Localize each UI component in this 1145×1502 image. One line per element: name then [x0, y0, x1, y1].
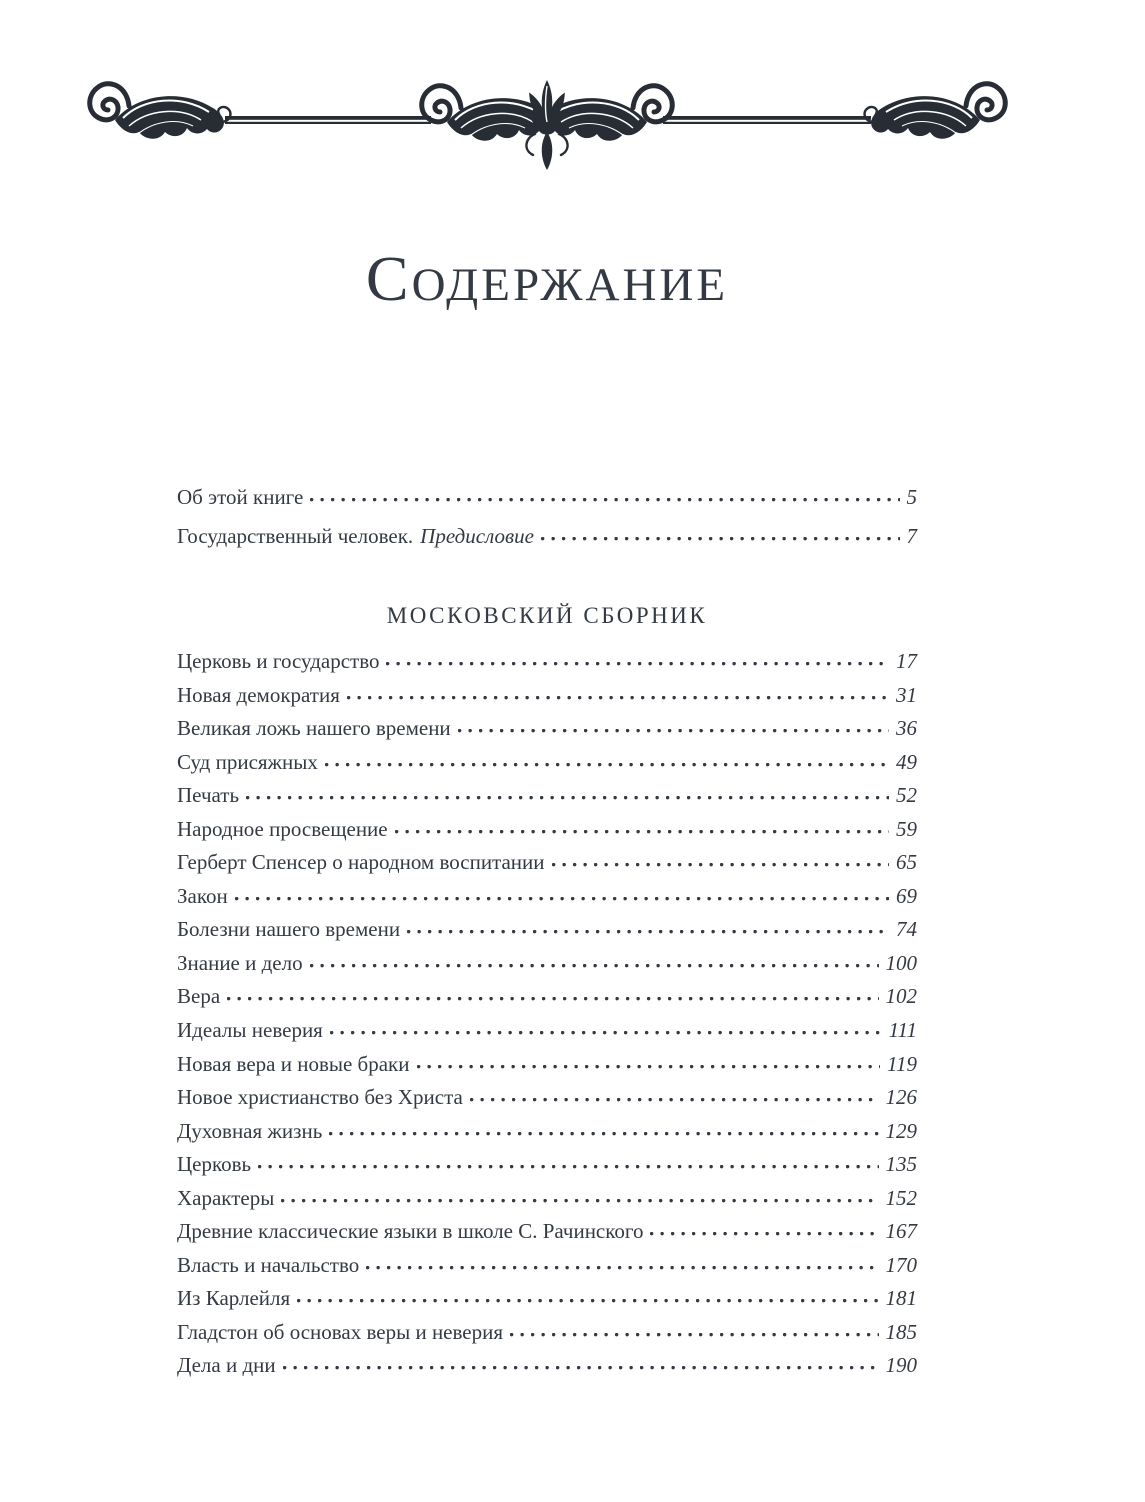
toc-entry-label: Власть и начальство — [177, 1252, 360, 1277]
dot-leader — [541, 537, 900, 543]
toc-page-number: 190 — [885, 1353, 917, 1378]
toc-entry-label: Гладстон об основах веры и неверия — [177, 1319, 504, 1344]
toc-entry-label: Идеалы неверия — [177, 1018, 323, 1043]
toc-entry — [177, 947, 917, 981]
toc-entry — [177, 746, 917, 780]
toc-page-number: 5 — [906, 485, 917, 509]
toc-entry — [177, 880, 917, 914]
dot-leader — [283, 1366, 879, 1372]
toc-page-number: 129 — [885, 1118, 917, 1143]
toc-page-number: 111 — [888, 1018, 917, 1043]
toc-entry-label: Вера — [177, 984, 221, 1009]
toc-page-number: 126 — [885, 1085, 917, 1110]
toc-entry — [177, 1215, 917, 1249]
toc-entry-label: Народное просвещение — [177, 816, 388, 841]
toc-entry-label: Духовная жизнь — [177, 1118, 323, 1143]
toc-page-number: 181 — [885, 1286, 917, 1311]
toc-page-number: 65 — [896, 850, 917, 875]
dot-leader — [417, 1065, 881, 1071]
toc-entry — [177, 1249, 917, 1283]
toc-page-number: 102 — [885, 984, 917, 1009]
dot-leader — [458, 729, 889, 735]
dot-leader — [330, 1031, 882, 1037]
toc-entry — [177, 645, 917, 679]
toc-entry — [177, 1282, 917, 1316]
decorative-header-ornament — [85, 76, 1010, 176]
toc-page-number: 170 — [885, 1252, 917, 1277]
dot-leader — [386, 662, 889, 668]
toc-entry — [177, 913, 917, 947]
dot-leader — [325, 763, 889, 769]
toc-page-number: 36 — [896, 716, 917, 741]
toc-page-number: 52 — [896, 783, 917, 808]
toc-entry — [177, 1148, 917, 1182]
toc-entry-label: Новая демократия — [177, 682, 340, 707]
toc-entry — [177, 1349, 917, 1383]
dot-leader — [395, 830, 889, 836]
dot-leader — [235, 897, 889, 903]
toc-entry-label: Герберт Спенсер о народном воспитании — [177, 850, 545, 875]
toc-entry — [177, 679, 917, 713]
toc-entry — [177, 980, 917, 1014]
acanthus-flourish-rule-icon — [85, 76, 1010, 176]
preface-toc-list — [177, 478, 917, 555]
toc-entry — [177, 1081, 917, 1115]
dot-leader — [297, 1299, 878, 1305]
toc-entry-label: Из Карлейля — [177, 1286, 291, 1311]
toc-entry-label: Великая ложь нашего времени — [177, 716, 451, 741]
section-heading: МОСКОВСКИЙ СБОРНИК — [386, 603, 708, 628]
dot-leader — [310, 964, 879, 970]
dot-leader — [329, 1132, 878, 1138]
dot-leader — [246, 796, 889, 802]
toc-entry — [177, 712, 917, 746]
toc-entry-label: Новое христианство без Христа — [177, 1085, 463, 1110]
toc-page-number: 74 — [896, 917, 917, 942]
toc-entry — [177, 478, 917, 517]
toc-entry-label: Знание и дело — [177, 950, 303, 975]
dot-leader — [366, 1266, 878, 1272]
toc-entry-label: Об этой книге — [177, 485, 304, 509]
toc-entry-label: Государственный человек. — [177, 523, 414, 548]
toc-entry-label: Характеры — [177, 1185, 275, 1210]
dot-leader — [347, 696, 889, 702]
dot-leader — [407, 930, 889, 936]
toc-page-number: 7 — [906, 523, 917, 548]
toc-entry-label: Церковь и государство — [177, 649, 380, 673]
toc-page-number: 100 — [885, 950, 917, 975]
toc-page-number: 49 — [896, 749, 917, 774]
toc-entry — [177, 1182, 917, 1216]
dot-leader — [552, 863, 889, 869]
toc-entry-label: Древние классические языки в школе С. Рачинского — [177, 1219, 644, 1244]
toc-page-number: 119 — [887, 1051, 917, 1076]
toc-page-number: 59 — [896, 816, 917, 841]
toc-entry-label: Печать — [177, 783, 240, 808]
toc-page-number: 69 — [896, 883, 917, 908]
toc-entry-label: Церковь — [177, 1152, 252, 1177]
toc-entry — [177, 846, 917, 880]
toc-entry-label: Дела и дни — [177, 1353, 276, 1378]
toc-entry-label-italic: Предисловие — [420, 523, 534, 548]
toc-entry-label: Закон — [177, 883, 228, 908]
page-title: СОДЕРЖАНИЕ — [365, 243, 729, 314]
dot-leader — [310, 498, 899, 504]
toc-entry — [177, 517, 917, 556]
toc-list — [177, 645, 917, 1383]
toc-entry — [177, 1115, 917, 1149]
toc-entry — [177, 1048, 917, 1082]
dot-leader — [510, 1333, 878, 1339]
dot-leader — [650, 1232, 878, 1238]
dot-leader — [281, 1199, 878, 1205]
toc-entry — [177, 1316, 917, 1350]
toc-entry — [177, 779, 917, 813]
dot-leader — [258, 1165, 878, 1171]
toc-page-number: 31 — [896, 682, 917, 707]
toc-page-number: 135 — [885, 1152, 917, 1177]
dot-leader — [227, 997, 878, 1003]
toc-page-number: 152 — [885, 1185, 917, 1210]
toc-entry-label: Болезни нашего времени — [177, 917, 401, 942]
toc-entry-label: Суд присяжных — [177, 749, 318, 774]
toc-entry-label: Новая вера и новые браки — [177, 1051, 410, 1076]
toc-page-number: 17 — [896, 649, 917, 673]
dot-leader — [470, 1098, 879, 1104]
toc-page-number: 185 — [885, 1319, 917, 1344]
toc-page-number: 167 — [885, 1219, 917, 1244]
toc-entry — [177, 1014, 917, 1048]
toc-entry — [177, 813, 917, 847]
